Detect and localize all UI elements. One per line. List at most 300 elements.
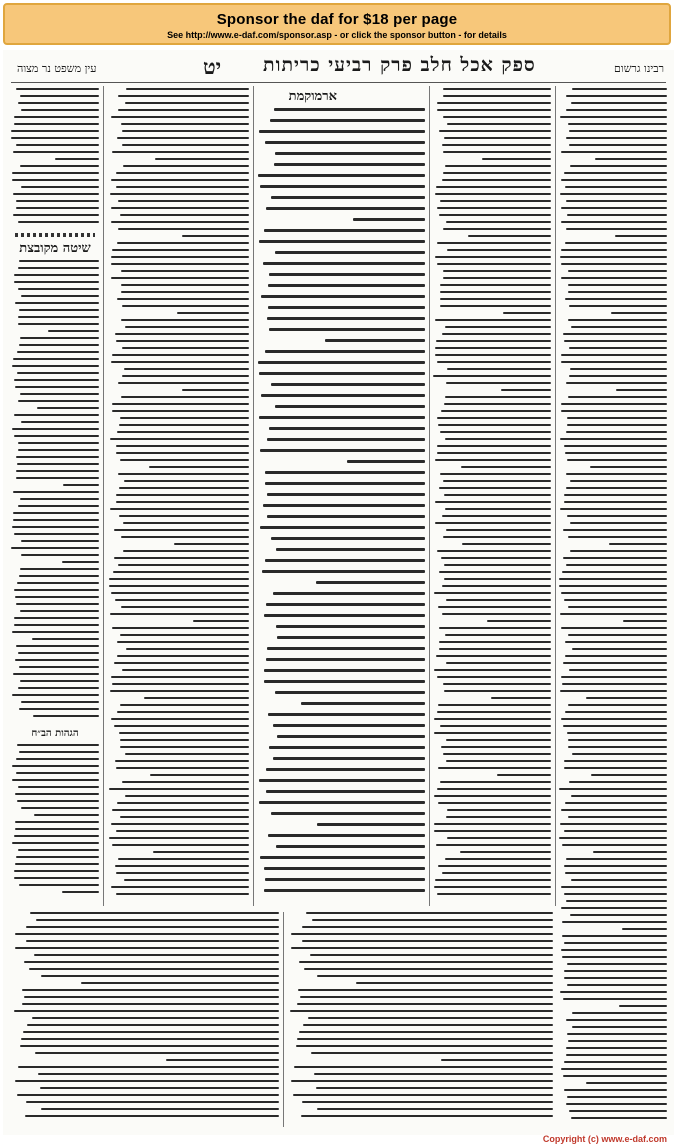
text-line <box>12 765 99 767</box>
ornament-divider <box>15 233 95 237</box>
text-line <box>121 606 249 608</box>
text-line <box>112 683 249 685</box>
text-line <box>110 193 249 195</box>
text-line <box>16 88 99 90</box>
text-line <box>118 473 249 475</box>
text-line <box>439 641 551 643</box>
text-line <box>269 328 425 331</box>
text-line <box>570 914 667 916</box>
text-line <box>120 214 249 216</box>
text-line <box>438 704 551 706</box>
text-line <box>569 130 667 132</box>
text-line <box>566 473 667 475</box>
sponsor-title[interactable]: Sponsor the daf for $18 per page <box>216 11 458 28</box>
text-line <box>265 878 425 881</box>
text-line <box>325 339 425 342</box>
text-line <box>437 452 551 454</box>
text-line <box>563 662 667 664</box>
text-line <box>63 484 99 486</box>
text-line <box>298 989 553 991</box>
text-line <box>174 543 249 545</box>
text-line <box>124 879 249 881</box>
text-line <box>444 403 551 405</box>
text-line <box>13 193 99 195</box>
text-line <box>591 774 667 776</box>
text-line <box>590 466 667 468</box>
text-line <box>571 102 667 104</box>
text-line <box>18 1066 279 1068</box>
text-line <box>586 697 667 699</box>
text-line <box>572 753 667 755</box>
text-line <box>116 186 249 188</box>
text-line <box>19 575 99 577</box>
text-line <box>436 186 551 188</box>
folio-number: יט <box>203 54 222 79</box>
text-line <box>26 926 279 928</box>
text-line <box>438 802 551 804</box>
text-line <box>586 1082 667 1084</box>
text-line <box>443 88 551 90</box>
text-line <box>111 256 249 258</box>
text-line <box>460 851 551 853</box>
text-line <box>266 790 425 793</box>
text-line <box>566 431 667 433</box>
text-line <box>563 998 667 1000</box>
tosafot-column <box>109 88 249 906</box>
text-line <box>567 459 667 461</box>
text-line <box>445 634 551 636</box>
text-line <box>314 1073 553 1075</box>
text-line <box>40 1087 279 1089</box>
text-line <box>13 512 99 514</box>
text-line <box>572 88 667 90</box>
text-line <box>559 585 667 587</box>
sponsor-subtitle[interactable]: See http://www.e-daf.com/sponsor.asp - or click the sponsor button - for details <box>167 30 507 40</box>
text-line <box>568 606 667 608</box>
text-line <box>435 522 551 524</box>
text-line <box>116 830 249 832</box>
text-line <box>116 452 249 454</box>
rabbeinu-gershom-label: רבינו גרשום <box>614 62 664 75</box>
text-line <box>568 123 667 125</box>
text-line <box>569 1110 667 1112</box>
text-line <box>112 627 249 629</box>
text-line <box>14 435 99 437</box>
text-line <box>561 354 667 356</box>
text-line <box>55 158 99 160</box>
text-line <box>487 620 551 622</box>
text-line <box>122 144 249 146</box>
text-line <box>566 382 667 384</box>
text-line <box>110 508 249 510</box>
header-rule <box>11 82 666 83</box>
text-line <box>260 856 425 859</box>
text-line <box>565 641 667 643</box>
text-line <box>616 389 667 391</box>
text-line <box>437 263 551 265</box>
text-line <box>442 515 551 517</box>
text-line <box>564 340 667 342</box>
text-line <box>258 361 425 364</box>
text-line <box>122 347 249 349</box>
text-line <box>109 788 249 790</box>
text-line <box>317 823 425 826</box>
text-line <box>13 214 99 216</box>
text-line <box>293 1094 553 1096</box>
text-line <box>572 648 667 650</box>
text-line <box>15 933 279 935</box>
text-line <box>434 592 551 594</box>
text-line <box>116 494 249 496</box>
text-line <box>436 655 551 657</box>
text-line <box>561 403 667 405</box>
text-line <box>153 851 249 853</box>
text-line <box>277 735 425 738</box>
ein-mishpat-label: עין משפט נר מצוה <box>17 62 97 75</box>
text-line <box>111 207 249 209</box>
text-line <box>609 543 667 545</box>
text-line <box>446 816 551 818</box>
shita-mekubetzet-title: שיטה מקובצת <box>19 241 91 256</box>
text-line <box>13 519 99 521</box>
text-line <box>16 144 99 146</box>
text-line <box>622 928 667 930</box>
text-line <box>443 753 551 755</box>
text-line <box>567 963 667 965</box>
text-line <box>571 879 667 881</box>
text-line <box>119 515 249 517</box>
text-line <box>11 137 99 139</box>
text-line <box>125 326 249 328</box>
text-line <box>121 291 249 293</box>
text-line <box>437 711 551 713</box>
text-line <box>271 812 425 815</box>
text-line <box>435 879 551 881</box>
text-line <box>117 137 249 139</box>
text-line <box>564 1089 667 1091</box>
text-line <box>501 389 551 391</box>
text-line <box>62 561 99 563</box>
text-line <box>260 185 425 188</box>
text-line <box>261 295 425 298</box>
text-line <box>269 273 425 276</box>
text-line <box>572 1026 667 1028</box>
copyright-notice[interactable]: Copyright (c) www.e-daf.com <box>542 1134 667 1144</box>
text-line <box>568 704 667 706</box>
text-line <box>444 137 551 139</box>
text-line <box>15 596 99 598</box>
text-line <box>113 571 249 573</box>
text-line <box>569 144 667 146</box>
text-line <box>562 921 667 923</box>
text-line <box>110 613 249 615</box>
text-line <box>565 655 667 657</box>
text-line <box>19 751 99 753</box>
text-line <box>566 1019 667 1021</box>
text-line <box>14 414 99 416</box>
text-line <box>568 746 667 748</box>
text-line <box>14 123 99 125</box>
text-line <box>443 172 551 174</box>
text-line <box>561 207 667 209</box>
text-line <box>561 263 668 265</box>
text-line <box>16 758 99 760</box>
text-line <box>564 445 667 447</box>
text-line <box>126 648 249 650</box>
text-line <box>570 368 667 370</box>
text-line <box>568 284 667 286</box>
text-line <box>437 417 551 419</box>
column-rule-mid-left <box>253 86 254 906</box>
text-line <box>14 624 99 626</box>
text-line <box>17 351 99 353</box>
text-line <box>275 691 425 694</box>
text-line <box>439 571 551 573</box>
text-line <box>20 393 99 395</box>
text-line <box>264 229 425 232</box>
text-line <box>17 1094 279 1096</box>
text-line <box>18 687 99 689</box>
sponsor-banner[interactable] <box>3 3 671 45</box>
text-line <box>37 407 99 409</box>
text-line <box>124 480 249 482</box>
text-line <box>561 151 667 153</box>
text-line <box>442 872 551 874</box>
text-line <box>17 800 99 802</box>
text-line <box>291 947 553 949</box>
text-line <box>123 550 249 552</box>
text-line <box>300 996 553 998</box>
text-line <box>24 961 280 963</box>
text-line <box>442 585 551 587</box>
text-line <box>446 739 551 741</box>
text-line <box>435 319 551 321</box>
text-line <box>356 982 553 984</box>
text-line <box>259 372 425 375</box>
text-line <box>112 844 249 846</box>
text-line <box>567 424 667 426</box>
text-line <box>111 116 249 118</box>
text-line <box>122 130 249 132</box>
text-line <box>21 109 99 111</box>
text-line <box>444 690 551 692</box>
text-line <box>114 662 249 664</box>
text-line <box>312 919 553 921</box>
text-line <box>12 842 99 844</box>
text-line <box>261 394 425 397</box>
text-line <box>437 676 551 678</box>
text-line <box>14 835 99 837</box>
text-line <box>446 599 551 601</box>
text-line <box>290 1010 553 1012</box>
text-line <box>273 724 425 727</box>
text-line <box>14 1010 279 1012</box>
text-line <box>26 1101 279 1103</box>
text-line <box>446 529 551 531</box>
text-line <box>565 298 667 300</box>
text-line <box>302 940 553 942</box>
text-line <box>121 536 249 538</box>
page-header <box>3 52 674 82</box>
text-line <box>437 445 551 447</box>
text-line <box>16 772 99 774</box>
text-line <box>15 302 99 304</box>
text-line <box>111 263 249 265</box>
text-line <box>20 337 99 339</box>
text-line <box>560 116 667 118</box>
text-line <box>16 645 99 647</box>
text-line <box>115 599 249 601</box>
text-line <box>17 372 99 374</box>
text-line <box>568 739 667 741</box>
shita-mekubetzet-column <box>11 260 99 720</box>
text-line <box>18 316 99 318</box>
text-line <box>570 480 667 482</box>
text-line <box>442 613 551 615</box>
text-line <box>566 1103 667 1105</box>
text-line <box>21 1038 279 1040</box>
text-line <box>271 537 425 540</box>
text-line <box>559 788 667 790</box>
text-line <box>447 809 551 811</box>
text-line <box>144 697 249 699</box>
text-line <box>564 865 668 867</box>
text-line <box>441 557 551 559</box>
text-line <box>265 559 425 562</box>
text-line <box>124 368 249 370</box>
text-line <box>445 438 551 440</box>
text-line <box>16 200 99 202</box>
text-line <box>266 207 425 210</box>
text-line <box>15 386 99 388</box>
text-line <box>12 694 99 696</box>
text-line <box>560 991 667 993</box>
text-line <box>440 431 551 433</box>
text-line <box>566 487 667 489</box>
text-line <box>274 163 425 166</box>
text-line <box>434 718 551 720</box>
text-line <box>444 578 551 580</box>
text-line <box>15 1080 279 1082</box>
text-line <box>122 375 249 377</box>
text-line <box>11 547 99 549</box>
text-line <box>611 312 667 314</box>
text-line <box>263 504 425 507</box>
text-line <box>265 482 425 485</box>
text-line <box>446 221 551 223</box>
text-line <box>22 1003 279 1005</box>
text-line <box>559 578 667 580</box>
text-line <box>440 200 551 202</box>
text-line <box>438 424 551 426</box>
text-line <box>41 1108 279 1110</box>
text-line <box>443 228 551 230</box>
text-line <box>121 396 249 398</box>
text-line <box>116 501 249 503</box>
text-line <box>301 702 425 705</box>
text-line <box>437 109 551 111</box>
text-line <box>623 620 667 622</box>
text-line <box>593 851 667 853</box>
text-line <box>568 1040 667 1042</box>
text-line <box>443 683 551 685</box>
text-line <box>439 130 552 132</box>
text-line <box>115 760 249 762</box>
text-line <box>273 757 425 760</box>
text-line <box>560 613 667 615</box>
text-line <box>444 494 551 496</box>
text-line <box>565 242 667 244</box>
text-line <box>17 582 99 584</box>
text-line <box>443 95 551 97</box>
text-line <box>441 746 551 748</box>
text-line <box>564 501 667 503</box>
text-line <box>274 108 425 111</box>
text-line <box>149 466 249 468</box>
text-line <box>615 235 667 237</box>
text-line <box>563 333 667 335</box>
text-line <box>564 1061 667 1063</box>
text-line <box>14 533 99 535</box>
text-line <box>563 529 667 531</box>
text-line <box>112 151 249 153</box>
text-line <box>443 536 551 538</box>
text-line <box>110 690 249 692</box>
text-line <box>15 828 99 830</box>
text-line <box>439 487 551 489</box>
text-line <box>435 501 551 503</box>
text-line <box>19 344 99 346</box>
text-line <box>20 610 99 612</box>
text-line <box>439 627 551 629</box>
text-line <box>267 438 425 441</box>
text-line <box>15 821 99 823</box>
text-line <box>437 207 551 209</box>
text-line <box>447 368 551 370</box>
text-line <box>568 396 667 398</box>
text-line <box>18 505 99 507</box>
text-line <box>441 1059 553 1061</box>
text-line <box>81 982 279 984</box>
text-line <box>19 708 99 710</box>
text-line <box>440 473 551 475</box>
text-line <box>434 830 551 832</box>
text-line <box>12 779 99 781</box>
text-line <box>118 382 249 384</box>
text-line <box>445 858 551 860</box>
text-line <box>564 767 667 769</box>
text-line <box>18 102 99 104</box>
text-line <box>117 641 249 643</box>
text-line <box>561 592 667 594</box>
text-line <box>296 1045 553 1047</box>
hagahot-habach-title: הגהות הב״ח <box>31 728 79 739</box>
text-line <box>299 961 553 963</box>
text-line <box>566 1054 667 1056</box>
text-line <box>117 711 249 713</box>
text-line <box>12 631 99 633</box>
text-line <box>112 354 249 356</box>
text-line <box>19 884 99 886</box>
text-line <box>118 200 249 202</box>
text-line <box>570 165 667 167</box>
text-line <box>14 281 99 283</box>
text-line <box>434 823 551 825</box>
text-line <box>16 856 99 858</box>
text-line <box>14 870 99 872</box>
text-line <box>118 228 249 230</box>
text-line <box>27 1024 279 1026</box>
